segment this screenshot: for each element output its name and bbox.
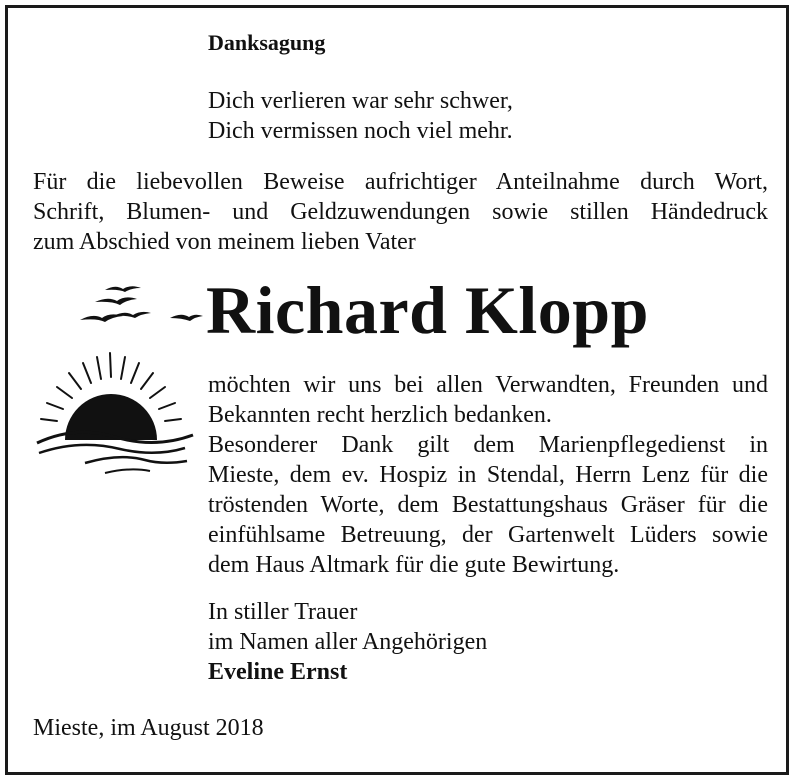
- body-line: möchten wir uns bei allen Verwandten, Freunden und: [208, 372, 768, 398]
- closing-line: im Namen aller Angehörigen: [208, 629, 488, 655]
- verse-line: Dich vermissen noch viel mehr.: [208, 118, 513, 144]
- notice-heading: Danksagung: [208, 30, 326, 55]
- intro-line: Für die liebevollen Beweise aufrichtiger Anteilnahme durch Wort,: [33, 169, 768, 195]
- intro-line: Schrift, Blumen- und Geldzuwendungen sowie stillen Händedruck: [33, 199, 768, 225]
- verse-line: Dich verlieren war sehr schwer,: [208, 88, 513, 114]
- body-line: einfühlsame Betreuung, der Gartenwelt Lüders sowie: [208, 522, 768, 548]
- body-line: Mieste, dem ev. Hospiz in Stendal, Herrn Lenz für die: [208, 462, 768, 488]
- body-line: Bekannten recht herzlich bedanken.: [208, 402, 552, 428]
- body-line: Besonderer Dank gilt dem Marienpflegedienst in: [208, 432, 768, 458]
- intro-line: zum Abschied von meinem lieben Vater: [33, 229, 416, 255]
- place-date: Mieste, im August 2018: [33, 715, 264, 741]
- sunset-over-hills-icon: [35, 345, 195, 480]
- memorial-verse: [208, 86, 513, 146]
- body-line: dem Haus Altmark für die gute Bewirtung.: [208, 552, 620, 578]
- closing-line: In stiller Trauer: [208, 599, 358, 625]
- deceased-name: Richard Klopp: [206, 272, 649, 348]
- signer-name: Eveline Ernst: [208, 659, 348, 685]
- closing-block: [208, 597, 487, 687]
- flying-birds-icon: [75, 280, 205, 330]
- body-line: tröstenden Worte, dem Bestattungshaus Gräser für die: [208, 492, 768, 518]
